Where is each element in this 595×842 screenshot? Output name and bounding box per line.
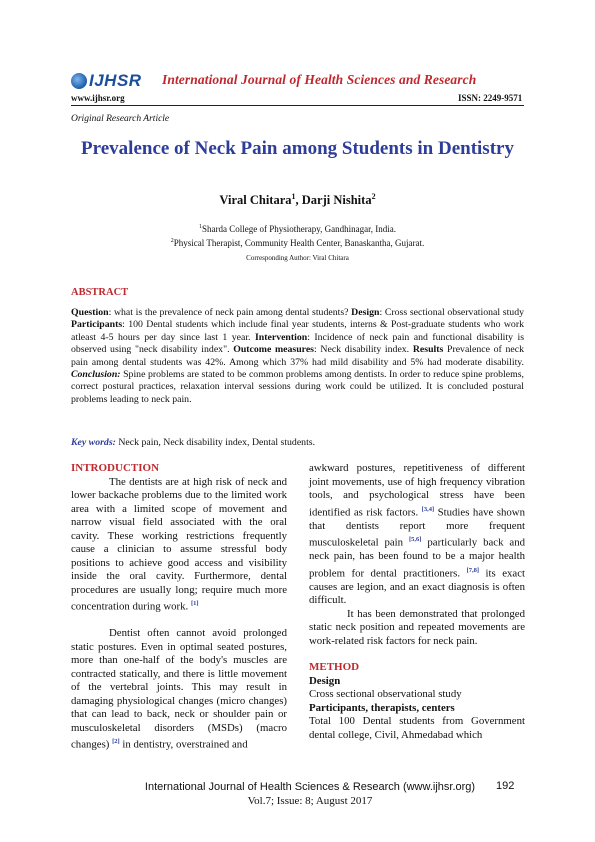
logo-text: IJHSR — [89, 71, 142, 90]
intro-p2b-text: in dentistry, overstrained and — [119, 738, 248, 751]
page-number: 192 — [496, 780, 515, 792]
abstract-heading: ABSTRACT — [71, 287, 129, 298]
globe-icon — [71, 73, 87, 89]
author-1: Viral Chitara — [219, 193, 292, 208]
footer — [120, 780, 500, 808]
footer-journal: International Journal of Health Sciences & Research (www.ijhsr.org) — [144, 781, 476, 793]
citation-7-8[interactable]: [7,8] — [466, 566, 480, 574]
participants-heading: Participants, therapists, centers — [309, 701, 455, 714]
journal-logo — [71, 71, 159, 91]
affiliation-2-text: Physical Therapist, Community Health Center, Banaskantha, Gujarat. — [173, 238, 425, 248]
abstract-intervention-text: : Incidence of neck pain and functional disability is observed using "neck disability index". — [71, 331, 525, 356]
abstract-text — [71, 307, 524, 406]
citation-5-6[interactable]: [5,6] — [409, 536, 422, 544]
citation-3-4[interactable]: [3,4] — [421, 505, 435, 513]
abstract-participants-label: Participants — [71, 319, 123, 331]
design-text: Cross sectional observational study — [309, 688, 462, 701]
intro-paragraph-1 — [71, 476, 287, 615]
intro-p2c-text: awkward postures, repetitiveness of different joint movements, use of high frequency vibration tools, and psychological stress have been identified as risk factors. — [309, 462, 525, 519]
abstract-question-label: Question — [71, 307, 109, 318]
intro-p2d-text: Studies have shown that dentists report more frequent musculoskeletal pain — [309, 506, 526, 549]
intro-paragraph-2 — [71, 627, 287, 752]
journal-name: International Journal of Health Sciences and Research — [162, 72, 477, 87]
abstract-results-label: Results — [412, 344, 444, 356]
participants-text: Total 100 Dental students from Government dental college, Civil, Ahmedabad which — [309, 715, 525, 741]
authors — [71, 192, 524, 208]
right-column — [309, 462, 525, 742]
abstract-intervention-label: Intervention — [254, 331, 308, 343]
method-heading: METHOD — [309, 661, 360, 674]
intro-paragraph-3: It has been demonstrated that prolonged static neck position and repeated movements are work-related risk factors for neck pain. — [309, 607, 525, 647]
introduction-heading: INTRODUCTION — [71, 462, 160, 474]
affiliation-2-sup: 2 — [170, 238, 174, 244]
abstract-participants-text: : 100 Dental students which include final year students, interns & Post-graduate students who work atleast 4-5 hours per day since last 1 year. — [71, 319, 524, 343]
intro-paragraph-2-cont — [309, 462, 525, 608]
left-column — [71, 462, 287, 752]
abstract-design-label: Design — [351, 307, 380, 318]
intro-p1-text: The dentists are at high risk of neck and lower backache problems due to the limited work area with a limited scope of movement and narrow visual field associated with the oral cavity. These working restrictions frequently cause a clinician to assume stressful body positions to achieve good access and visibility inside the oral cavity. Furthermore, dental procedures are usually long; require much more concentration during work. — [71, 475, 287, 613]
author-2-sup: 2 — [371, 192, 376, 201]
keywords-label: Key words: — [71, 437, 116, 448]
abstract-conclusion-label: Conclusion: — [71, 369, 121, 381]
journal-website[interactable]: www.ijhsr.org — [71, 93, 125, 103]
intro-p2e-text: particularly back and neck pain, has been found to be a major health problem for dental practitioners. — [309, 536, 525, 580]
header-divider — [71, 105, 524, 106]
affiliation-1-text: Sharda College of Physiotherapy, Gandhinagar, India. — [201, 224, 396, 234]
author-2: Darji Nishita — [301, 193, 372, 208]
author-1-sup: 1 — [291, 192, 296, 201]
abstract-question-text: : what is the prevalence of neck pain among dental students? — [108, 307, 352, 318]
abstract-outcome-text: : Neck disability index. — [314, 344, 413, 356]
article-type: Original Research Article — [71, 114, 170, 124]
intro-p2f-text: its exact causes are legion, and an exact diagnosis is often difficult. — [309, 567, 525, 607]
intro-p2a-text: Dentist often cannot avoid prolonged static postures. Even in optimal seated postures, more than one-half of the body's muscles are contracted statically, and there is little movement of the vertebral joints. This may result in damaging physiological changes (micro changes) that can lead to back, neck or shoulder pain or musculoskeletal disorders (MSDs) (macro changes) — [71, 627, 287, 751]
issn: ISSN: 2249-9571 — [458, 93, 523, 103]
keywords — [71, 437, 524, 448]
footer-volume: Vol.7; Issue: 8; August 2017 — [247, 795, 373, 807]
citation-1[interactable]: [1] — [190, 600, 199, 607]
paper-title: Prevalence of Neck Pain among Students in Dentistry — [81, 138, 514, 159]
abstract-conclusion-text: Spine problems are stated to be common problems among dentists. In order to reduce spine problems, correct postural practices, relaxation interval sessions during work could be utilized. It is concluded postural problems leading to neck pain. — [71, 369, 524, 405]
corresponding-author: Corresponding Author: Viral Chitara — [246, 254, 349, 262]
abstract-results-text: Prevalence of neck pain among dental students was 42%. Among which 37% had mild disability and 5% had moderate disability. — [71, 344, 524, 368]
affiliation-1-sup: 1 — [198, 224, 202, 230]
keywords-text: Neck pain, Neck disability index, Dental students. — [115, 437, 316, 448]
citation-2[interactable]: [2] — [112, 738, 120, 746]
abstract-outcome-label: Outcome measures — [233, 344, 314, 356]
design-heading: Design — [309, 674, 341, 687]
affiliation-2 — [71, 235, 524, 249]
affiliation-1 — [71, 221, 524, 235]
affiliations — [71, 221, 524, 249]
abstract-design-text: : Cross sectional observational study — [379, 307, 524, 318]
author-separator: , — [295, 193, 302, 208]
